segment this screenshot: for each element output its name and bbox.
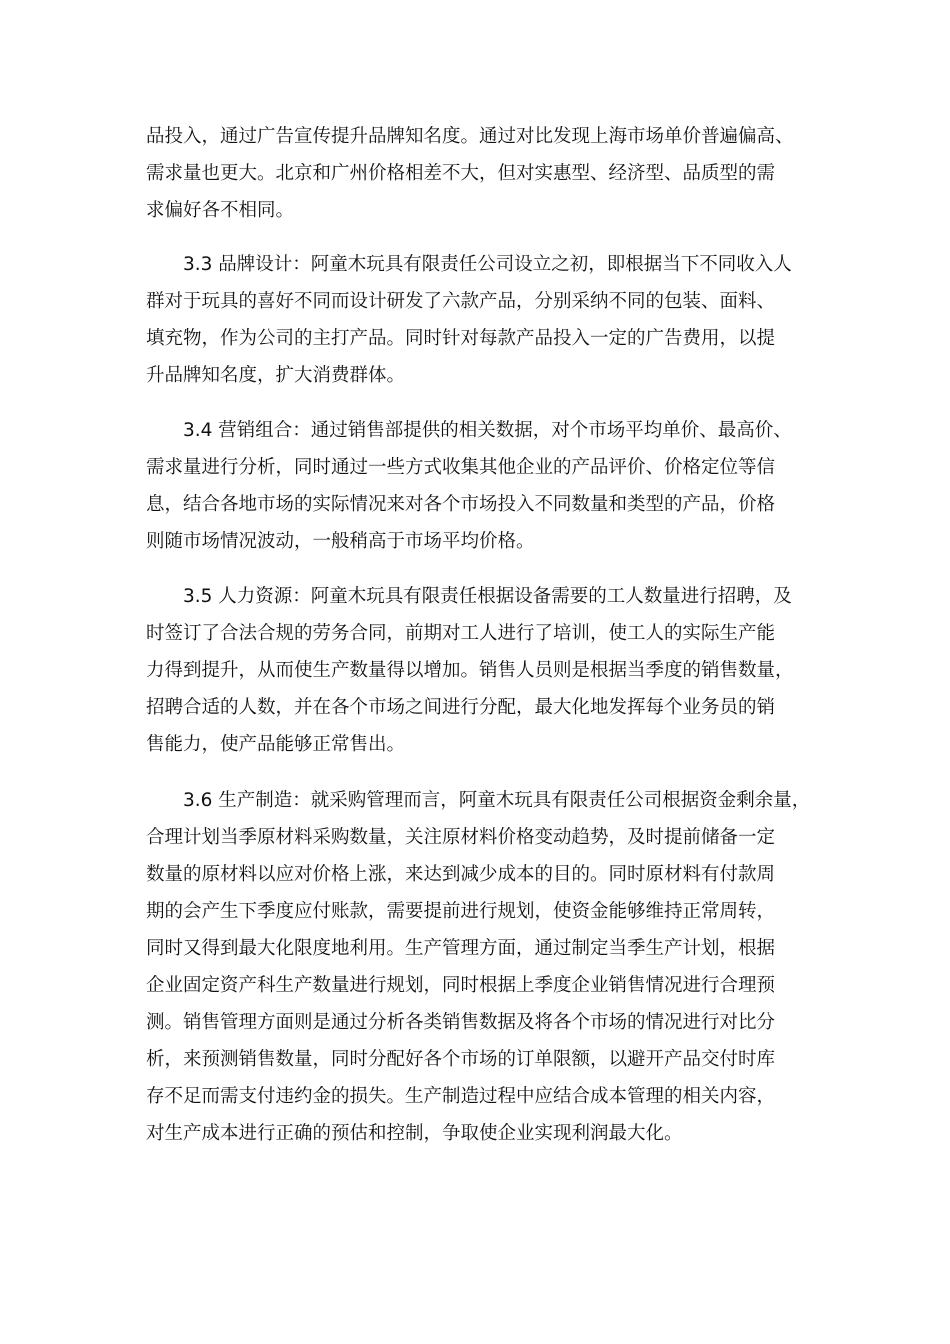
paragraph-line: 对生产成本进行正确的预估和控制，争取使企业实现利润最大化。 bbox=[146, 1123, 683, 1144]
paragraph-line: 需求量进行分析，同时通过一些方式收集其他企业的产品评价、价格定位等信 bbox=[146, 457, 776, 478]
paragraph-line: 售能力，使产品能够正常售出。 bbox=[146, 734, 406, 755]
paragraph-line: 数量的原材料以应对价格上涨，来达到减少成本的目的。同时原材料有付款周 bbox=[146, 864, 776, 885]
paragraph-line: 3.5 人力资源：阿童木玩具有限责任根据设备需要的工人数量进行招聘，及 bbox=[183, 586, 792, 607]
paragraph-marketing-mix bbox=[146, 412, 814, 560]
paragraph-line: 群对于玩具的喜好不同而设计研发了六款产品，分别采纳不同的包装、面料、 bbox=[146, 291, 776, 312]
paragraph-continuation bbox=[146, 118, 814, 229]
paragraph-line: 3.4 营销组合：通过销售部提供的相关数据，对个市场平均单价、最高价、 bbox=[183, 420, 792, 441]
paragraph-line: 测。销售管理方面则是通过分析各类销售数据及将各个市场的情况进行对比分 bbox=[146, 1012, 776, 1033]
paragraph-line: 存不足而需支付违约金的损失。生产制造过程中应结合成本管理的相关内容， bbox=[146, 1086, 776, 1107]
paragraph-brand-design bbox=[146, 246, 814, 394]
paragraph-line: 企业固定资产科生产数量进行规划，同时根据上季度企业销售情况进行合理预 bbox=[146, 975, 776, 996]
paragraph-line: 合理计划当季原材料采购数量，关注原材料价格变动趋势，及时提前储备一定 bbox=[146, 827, 776, 848]
paragraph-line: 3.6 生产制造：就采购管理而言，阿童木玩具有限责任公司根据资金剩余量， bbox=[183, 790, 811, 811]
paragraph-line: 升品牌知名度，扩大消费群体。 bbox=[146, 365, 406, 386]
paragraph-line: 品投入，通过广告宣传提升品牌知名度。通过对比发现上海市场单价普遍偏高、 bbox=[146, 126, 794, 147]
paragraph-line: 3.3 品牌设计：阿童木玩具有限责任公司设立之初，即根据当下不同收入人 bbox=[183, 254, 792, 275]
paragraph-line: 息，结合各地市场的实际情况来对各个市场投入不同数量和类型的产品，价格 bbox=[146, 494, 776, 515]
paragraph-production bbox=[146, 782, 814, 1152]
paragraph-line: 析，来预测销售数量，同时分配好各个市场的订单限额，以避开产品交付时库 bbox=[146, 1049, 776, 1070]
paragraph-line: 求偏好各不相同。 bbox=[146, 200, 295, 221]
paragraph-line: 则随市场情况波动，一般稍高于市场平均价格。 bbox=[146, 531, 535, 552]
paragraph-line: 招聘合适的人数，并在各个市场之间进行分配，最大化地发挥每个业务员的销 bbox=[146, 697, 776, 718]
paragraph-human-resources bbox=[146, 578, 814, 763]
paragraph-line: 时签订了合法合规的劳务合同，前期对工人进行了培训，使工人的实际生产能 bbox=[146, 623, 776, 644]
paragraph-line: 同时又得到最大化限度地利用。生产管理方面，通过制定当季生产计划，根据 bbox=[146, 938, 776, 959]
paragraph-line: 需求量也更大。北京和广州价格相差不大，但对实惠型、经济型、品质型的需 bbox=[146, 163, 776, 184]
paragraph-line: 力得到提升，从而使生产数量得以增加。销售人员则是根据当季度的销售数量， bbox=[146, 660, 794, 681]
paragraph-line: 期的会产生下季度应付账款，需要提前进行规划，使资金能够维持正常周转， bbox=[146, 901, 776, 922]
paragraph-line: 填充物，作为公司的主打产品。同时针对每款产品投入一定的广告费用，以提 bbox=[146, 328, 776, 349]
